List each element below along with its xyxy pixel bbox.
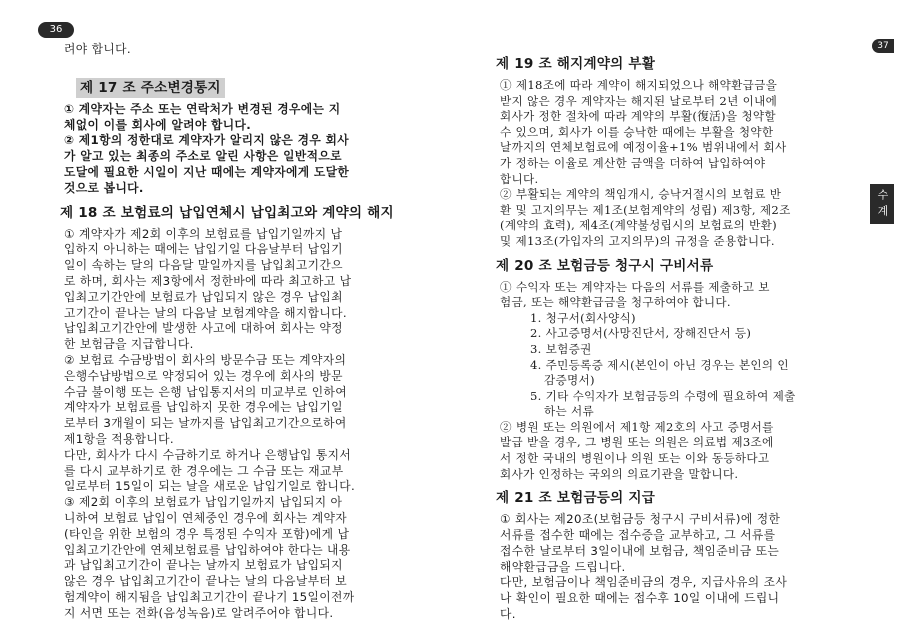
list-item-continuation: 감증명서): [544, 373, 595, 388]
article-18-heading: 제 18 조 보험료의 납입연체시 납입최고와 계약의 해지: [60, 204, 394, 221]
text-line: 가 알고 있는 최종의 주소로 알린 사항은 일반적으로: [64, 149, 342, 164]
text-line: ① 회사는 제20조(보험금등 청구시 구비서류)에 정한: [500, 512, 781, 527]
text-line: 환 및 고지의무는 제1조(보험계약의 성립) 제3항, 제2조: [500, 202, 791, 217]
text-line: 합니다.: [500, 171, 539, 186]
text-line: 해약환급금을 드립니다.: [500, 559, 626, 574]
text-line: 지 서면 또는 전화(음성녹음)로 알려주어야 합니다.: [64, 605, 334, 620]
text-line: 과 납입최고기간이 끝나는 날까지 보험료가 납입되지: [64, 558, 343, 573]
text-line: 및 제13조(가입자의 고지의무)의 규정을 준용합니다.: [500, 233, 775, 248]
text-line: 납입최고기간안에 발생한 사고에 대하여 회사는 약정: [64, 321, 343, 336]
text-line: ① 수익자 또는 계약자는 다음의 서류를 제출하고 보: [500, 279, 770, 294]
text-line: 은행수납방법으로 약정되어 있는 경우에 회사의 방문: [64, 368, 343, 383]
text-line: 다만, 보험금이나 책임준비금의 경우, 지급사유의 조사: [500, 575, 788, 590]
article-20-heading: 제 20 조 보험금등 청구시 구비서류: [496, 257, 714, 274]
text-line: ① 계약자는 주소 또는 연락처가 변경된 경우에는 지: [64, 101, 341, 116]
right-column: [496, 54, 852, 623]
list-item: 5. 기타 수익자가 보험금등의 수령에 필요하여 제출: [530, 388, 796, 403]
text-line: ① 계약자가 제2회 이후의 보험료를 납입기일까지 납: [64, 226, 343, 241]
article-21-body: [500, 512, 852, 623]
text-line: ③ 제2회 이후의 보험료가 납입기일까지 납입되지 아: [64, 495, 343, 510]
text-line: 일이 속하는 달의 다음달 말일까지를 납입최고기간으: [64, 258, 343, 273]
text-line: 발급 받을 경우, 그 병원 또는 의원은 의료법 제3조에: [500, 435, 774, 450]
text-line: 를 다시 교부하기로 한 경우에는 그 수금 또는 재교부: [64, 463, 344, 478]
text-line: ② 부활되는 계약의 책임개시, 승낙거절시의 보험료 반: [500, 187, 782, 202]
text-line: 험금, 또는 해약환급금을 청구하여야 합니다.: [500, 295, 731, 310]
text-line: (계약의 효력), 제4조(계약불성립시의 보험료의 반환): [500, 218, 777, 233]
text-line: 다만, 회사가 다시 수금하기로 하거나 은행납입 통지서: [64, 447, 352, 462]
article-21-heading: 제 21 조 보험금등의 지급: [496, 490, 656, 507]
text-line: ② 보험료 수금방법이 회사의 방문수금 또는 계약자의: [64, 352, 347, 367]
text-line: 도달에 필요한 시일이 지난 때에는 계약자에게 도달한: [64, 164, 350, 179]
text-line: ② 병원 또는 의원에서 제1항 제2호의 사고 증명서를: [500, 419, 774, 434]
text-line: 나 확인이 필요한 때에는 접수후 10일 이내에 드립니: [500, 591, 780, 606]
article-19-heading: 제 19 조 해지계약의 부활: [496, 56, 656, 72]
text-line: 체없이 이를 회사에 알려야 합니다.: [64, 117, 252, 132]
document-list: [500, 311, 852, 420]
text-line: 제1항을 적용합니다.: [64, 431, 175, 446]
article-17-body: [64, 102, 448, 197]
article-19-body: [500, 78, 852, 250]
text-line: 회사가 정한 절차에 따라 계약의 부활(復活)을 청약할: [500, 109, 776, 124]
text-line: 로부터 3개월이 되는 날까지를 납입최고기간으로하여: [64, 416, 347, 431]
page-number-left: 36: [38, 22, 74, 38]
article-17-heading: 제 17 조 주소변경통지: [76, 78, 225, 98]
text-line: 다.: [500, 607, 516, 622]
text-line: 한 보험금을 지급합니다.: [64, 337, 194, 352]
text-line: 서류를 접수한 때에는 접수증을 교부하고, 그 서류를: [500, 528, 776, 543]
list-item: 4. 주민등록증 제시(본인이 아닌 경우는 본인의 인: [530, 357, 789, 372]
left-column: [60, 42, 448, 622]
text-line: 계약자가 보험료를 납입하지 못한 경우에는 납입기일: [64, 400, 343, 415]
text-line: 고기간이 끝나는 날의 다음날 보험계약을 해지합니다.: [64, 305, 348, 320]
text-line: ① 제18조에 따라 계약이 해지되었으나 해약환급금을: [500, 78, 778, 92]
text-line: 접수한 날로부터 3일이내에 보험금, 책임준비금 또는: [500, 543, 780, 558]
text-line: 입최고기간안에 보험료가 납입되지 않은 경우 납입최: [64, 289, 343, 304]
list-item: 3. 보험증권: [530, 341, 592, 356]
text-line: 않은 경우 납입최고기간이 끝나는 날의 다음날부터 보: [64, 574, 348, 589]
text-line: 것으로 봅니다.: [64, 180, 144, 195]
list-item: 1. 청구서(회사양식): [530, 310, 636, 325]
text-line: 험계약이 해지됨을 납입최고기간이 끝나기 15일이전까: [64, 589, 355, 604]
text-line: 받지 않은 경우 계약자는 해지된 날로부터 2년 이내에: [500, 93, 778, 108]
article-18-body: [64, 227, 448, 622]
intro-line: 려야 합니다.: [64, 42, 131, 56]
text-line: (타인을 위한 보험의 경우 특정된 수익자 포함)에게 납: [64, 526, 350, 541]
side-section-tab: 수계약: [870, 184, 894, 224]
page-number-right: 37: [872, 39, 894, 53]
text-line: 로 하며, 회사는 제3항에서 정한바에 따라 최고하고 납: [64, 273, 352, 288]
text-line: 회사가 인정하는 국외의 의료기관을 말합니다.: [500, 466, 739, 481]
text-line: ② 제1항의 정한대로 계약자가 알리지 않은 경우 회사: [64, 133, 350, 148]
text-line: 가 정하는 이율로 계산한 금액을 더하여 납입하여야: [500, 155, 766, 170]
text-line: 일로부터 15일이 되는 날을 새로운 납입기일로 합니다.: [64, 479, 356, 494]
article-20-body: [500, 280, 852, 483]
text-line: 수 있으며, 회사가 이를 승낙한 때에는 부활을 청약한: [500, 124, 774, 139]
text-line: 니하여 보험료 납입이 연체중인 경우에 회사는 계약자: [64, 510, 348, 525]
list-item: 2. 사고증명서(사망진단서, 장해진단서 등): [530, 326, 752, 341]
text-line: 날까지의 연체보험료에 예정이율+1% 범위내에서 회사: [500, 140, 787, 155]
text-line: 입하지 아니하는 때에는 납입기일 다음날부터 납입기: [64, 242, 343, 257]
list-item-continuation: 하는 서류: [544, 404, 594, 419]
text-line: 입최고기간안에 연체보험료를 납입하여야 한다는 내용: [64, 542, 351, 557]
text-line: 수금 불이행 또는 은행 납입통지서의 미교부로 인하여: [64, 384, 348, 399]
text-line: 서 정한 국내의 병원이나 의원 또는 이와 동등하다고: [500, 451, 770, 466]
